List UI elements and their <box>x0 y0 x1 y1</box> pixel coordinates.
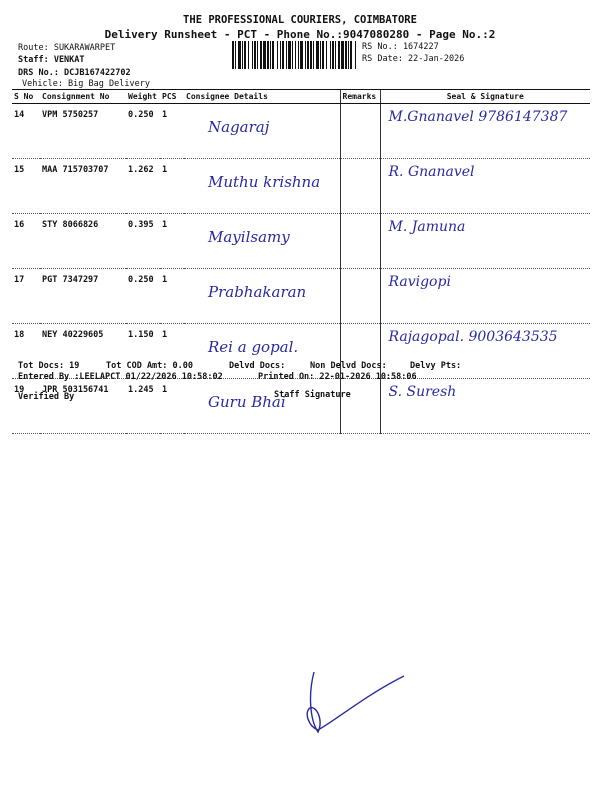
row-consignment: VPM 5750257 <box>40 104 126 159</box>
row-remarks <box>340 104 380 159</box>
col-sno: S No <box>12 90 40 104</box>
barcode-bar <box>288 41 291 69</box>
row-seal: M. Jamuna <box>380 214 590 269</box>
barcode-bar <box>335 41 336 69</box>
barcode-bar <box>267 41 269 69</box>
row-consignment: NEY 40229605 <box>40 324 126 379</box>
company-title: THE PROFESSIONAL COURIERS, COIMBATORE <box>183 14 417 26</box>
row-consignment: STY 8066826 <box>40 214 126 269</box>
barcode-bar <box>232 41 234 69</box>
barcode-bar <box>338 41 340 69</box>
row-weight: 1.245 <box>126 379 160 434</box>
table-row <box>12 269 590 324</box>
total-docs: Tot Docs: 19 <box>18 361 80 371</box>
row-consignee: Muthu krishna <box>184 159 340 214</box>
barcode-bar <box>286 41 287 69</box>
barcode-bar <box>254 41 256 69</box>
barcode-bar <box>310 41 312 69</box>
row-consignee: Guru Bhai <box>184 379 340 434</box>
row-weight: 0.395 <box>126 214 160 269</box>
barcode-bar <box>238 41 241 69</box>
barcode-bar <box>292 41 293 69</box>
barcode-bar <box>295 41 296 69</box>
barcode-bar <box>305 41 306 69</box>
row-consignee: Prabhakaran <box>184 269 340 324</box>
delivery-points: Delvy Pts: <box>410 361 462 371</box>
table-row <box>12 324 590 379</box>
row-consignment: MAA 715703707 <box>40 159 126 214</box>
barcode-bar <box>242 41 243 69</box>
col-pcs: PCS <box>160 90 184 104</box>
barcode-bar <box>326 41 327 69</box>
table-row <box>12 104 590 159</box>
barcode-bar <box>348 41 349 69</box>
vehicle-label: Vehicle: Big Bag Delivery <box>22 79 150 89</box>
row-pcs: 1 <box>160 379 184 434</box>
row-consignee: Mayilsamy <box>184 214 340 269</box>
non-delivered-docs: Non Delvd Docs: <box>310 361 387 371</box>
barcode-bar <box>277 41 278 69</box>
row-sno: 18 <box>12 324 40 379</box>
row-pcs: 1 <box>160 214 184 269</box>
row-weight: 0.250 <box>126 269 160 324</box>
staff-signature-label: Staff Signature <box>274 390 351 400</box>
row-consignment: PGT 7347297 <box>40 269 126 324</box>
row-remarks <box>340 379 380 434</box>
printed-on: Printed On: 22-01-2026 10:58:06 <box>258 372 417 382</box>
row-consignee: Nagaraj <box>184 104 340 159</box>
delivered-docs: Delvd Docs: <box>229 361 286 371</box>
row-remarks <box>340 214 380 269</box>
barcode-bar <box>313 41 314 69</box>
row-pcs: 1 <box>160 159 184 214</box>
barcode-bar <box>298 41 299 69</box>
col-weight: Weight <box>126 90 160 104</box>
table-row <box>12 159 590 214</box>
col-consignee: Consignee Details <box>184 90 340 104</box>
row-pcs: 1 <box>160 104 184 159</box>
row-sno: 14 <box>12 104 40 159</box>
table-row <box>12 214 590 269</box>
barcode-bar <box>257 41 258 69</box>
row-sno: 19 <box>12 379 40 434</box>
runsheet-table <box>12 89 590 434</box>
barcode-bar <box>244 41 246 69</box>
barcode-bar <box>355 41 356 69</box>
row-weight: 1.150 <box>126 324 160 379</box>
entered-by: Entered By :LEELAPCT 01/22/2026 10:58:02 <box>18 372 223 382</box>
row-seal: Rajagopal. 9003643535 <box>380 324 590 379</box>
row-sno: 16 <box>12 214 40 269</box>
handwritten-signature <box>296 660 416 740</box>
row-consignment: JPR 503156741 <box>40 379 126 434</box>
row-weight: 0.250 <box>126 104 160 159</box>
barcode-bar <box>341 41 344 69</box>
barcode-bar <box>316 41 319 69</box>
row-seal: R. Gnanavel <box>380 159 590 214</box>
barcode-bar <box>248 41 249 69</box>
rs-number: RS No.: 1674227 <box>362 42 439 52</box>
row-pcs: 1 <box>160 269 184 324</box>
barcode-bar <box>282 41 284 69</box>
staff-label: Staff: VENKAT <box>18 55 85 65</box>
drs-number: DRS No.: DCJB167422702 <box>18 68 131 78</box>
row-pcs: 1 <box>160 324 184 379</box>
runsheet-subtitle: Delivery Runsheet - PCT - Phone No.:9047080280 - Page No.:2 <box>104 28 496 41</box>
route-label: Route: SUKARAWARPET <box>18 43 116 53</box>
row-sno: 17 <box>12 269 40 324</box>
barcode-bar <box>350 41 352 69</box>
barcode-bar <box>252 41 253 69</box>
barcode-bar <box>263 41 266 69</box>
barcode-bar <box>270 41 271 69</box>
verified-by: Verified By <box>18 392 75 402</box>
row-sno: 15 <box>12 159 40 214</box>
barcode-bar <box>330 41 331 69</box>
col-consignment: Consignment No <box>40 90 126 104</box>
barcode-bar <box>320 41 321 69</box>
row-weight: 1.262 <box>126 159 160 214</box>
barcode-bar <box>332 41 334 69</box>
barcode-bar <box>235 41 236 69</box>
barcode-bar <box>300 41 303 69</box>
barcode-bar <box>260 41 262 69</box>
row-consignee: Rei a gopal. <box>184 324 340 379</box>
barcode-bar <box>272 41 274 69</box>
col-seal: Seal & Signature <box>380 90 590 104</box>
row-remarks <box>340 269 380 324</box>
total-cod: Tot COD Amt: 0.00 <box>106 361 193 371</box>
table-row <box>12 379 590 434</box>
table-header <box>12 90 590 104</box>
rs-date: RS Date: 22-Jan-2026 <box>362 54 465 64</box>
barcode-bar <box>280 41 281 69</box>
row-seal: Ravigopi <box>380 269 590 324</box>
col-remarks: Remarks <box>340 90 380 104</box>
row-remarks <box>340 159 380 214</box>
barcode-bar <box>307 41 309 69</box>
barcode-bar <box>345 41 347 69</box>
row-seal: S. Suresh <box>380 379 590 434</box>
barcode-image <box>232 41 356 69</box>
barcode-bar <box>322 41 324 69</box>
row-seal: M.Gnanavel 9786147387 <box>380 104 590 159</box>
